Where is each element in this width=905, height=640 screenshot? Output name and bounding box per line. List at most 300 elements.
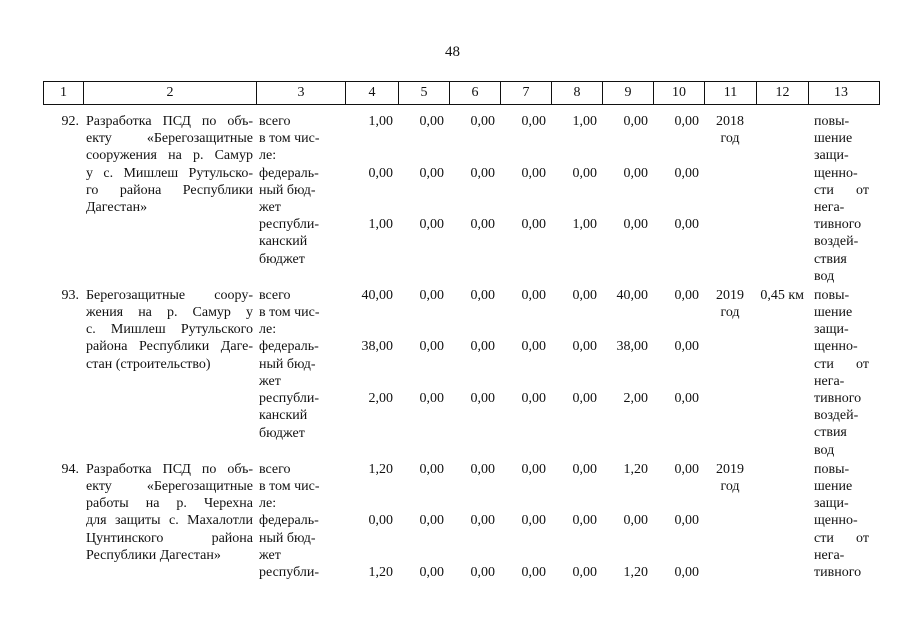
value-spacer [503,251,546,268]
header-cell-2: 2 [84,82,257,104]
value-cell: 38,00 [361,339,393,355]
value-cell: 0,00 [419,461,444,477]
funding-source-line: жет [259,547,281,563]
expected-effect-line: сти от [814,356,869,372]
value-spacer [503,495,546,512]
value-spacer [605,233,648,250]
funding-source-line: ный бюд- [259,356,316,372]
value-spacer [503,530,546,547]
value-column-4 [345,461,398,581]
object-name [83,461,256,581]
expected-effect-line: сти от [814,182,869,198]
header-cell-5: 5 [399,82,450,104]
value-spacer [348,321,393,338]
value-spacer [348,424,393,441]
value-spacer [656,147,699,164]
value-spacer [554,233,597,250]
value-spacer [605,356,648,373]
value-spacer [605,130,648,147]
completion-year-line: 2019 [716,287,744,303]
funding-source-line: жет [259,373,281,389]
value-spacer [452,130,495,147]
value-spacer [554,304,597,321]
value-cell: 0,00 [419,513,444,529]
table-body [43,113,880,583]
value-cell: 0,00 [521,165,546,181]
value-cell: 0,00 [521,461,546,477]
object-name-line: стан (строительство) [86,356,211,372]
value-spacer [452,147,495,164]
value-spacer [503,373,546,390]
funding-source-line: в том чис- [259,478,320,494]
value-spacer [554,530,597,547]
funding-source [256,287,345,459]
value-spacer [554,130,597,147]
value-cell: 1,20 [623,564,648,580]
funding-source-line: федераль- [259,339,319,355]
value-cell: 0,00 [470,339,495,355]
value-cell: 0,00 [674,217,699,233]
value-spacer [605,547,648,564]
value-cell: 0,00 [674,513,699,529]
expected-effect-line: щеннo- [814,513,858,529]
object-name-line: Разработка ПСД по объ- [86,114,253,129]
expected-effect-line: нега- [814,547,845,563]
value-spacer [452,407,495,424]
value-spacer [348,304,393,321]
value-cell: 0,00 [470,461,495,477]
expected-effect-line: щеннo- [814,339,858,355]
value-spacer [554,321,597,338]
value-column-6 [449,461,500,581]
expected-effect-line: ствия [814,251,847,267]
funding-source-line: всего [259,461,291,477]
value-cell: 0,00 [521,287,546,303]
expected-effect-line: шение [814,478,853,494]
value-spacer [401,356,444,373]
value-spacer [401,530,444,547]
value-cell: 0,00 [419,114,444,129]
object-name-line: Берегозащитные соору- [86,287,253,303]
value-column-10 [653,461,704,581]
funding-source-line: республи- [259,391,319,407]
funding-source-line: в том чис- [259,131,320,147]
funding-source-line: канский [259,234,308,250]
value-spacer [605,182,648,199]
value-spacer [348,147,393,164]
header-cell-13: 13 [834,85,848,100]
value-cell: 0,00 [572,513,597,529]
expected-effect-line: щеннo- [814,165,858,181]
value-cell: 0,00 [572,339,597,355]
value-spacer [452,424,495,441]
value-spacer [348,373,393,390]
value-spacer [503,321,546,338]
value-cell: 2,00 [623,391,648,406]
value-spacer [605,147,648,164]
value-spacer [401,424,444,441]
value-column-7 [500,113,551,285]
object-name-line: у с. Мишлеш Рутульско- [86,165,253,181]
value-spacer [503,182,546,199]
value-cell: 1,00 [368,114,393,129]
row-number: 92. [61,114,79,129]
value-spacer [605,321,648,338]
value-cell: 2,00 [368,391,393,406]
funding-source-line: всего [259,287,291,303]
value-column-5 [398,461,449,581]
value-spacer [656,356,699,373]
table-row [43,287,880,459]
value-cell: 0,00 [572,165,597,181]
object-name-line: екту «Берегозащитные [86,131,253,147]
value-column-8 [551,287,602,459]
funding-source-line: федераль- [259,165,319,181]
object-name-line: Дагестан» [86,200,148,216]
value-spacer [605,304,648,321]
value-cell: 0,00 [572,391,597,406]
expected-effect-line: нега- [814,199,845,215]
funding-source-line: жет [259,200,281,216]
funding-source-line: ле: [259,322,277,338]
value-cell: 0,00 [674,114,699,129]
object-name-line: жения на р. Самур у [86,305,253,321]
value-cell: 0,00 [419,339,444,355]
funding-source-line: ный бюд- [259,182,316,198]
value-spacer [348,407,393,424]
value-spacer [452,495,495,512]
value-spacer [656,182,699,199]
value-spacer [401,233,444,250]
value-cell: 0,00 [572,461,597,477]
value-column-4 [345,113,398,285]
length: 0,45 км [760,287,804,303]
value-spacer [605,373,648,390]
value-column-8 [551,113,602,285]
object-name [83,287,256,459]
completion-year-line: год [720,478,740,494]
funding-source-line: республи- [259,564,319,580]
value-spacer [452,321,495,338]
header-cell-1: 1 [44,82,84,104]
value-spacer [401,182,444,199]
value-spacer [348,251,393,268]
value-cell: 0,00 [470,564,495,580]
funding-source-line: республи- [259,217,319,233]
row-number: 94. [61,461,79,477]
value-spacer [452,373,495,390]
value-spacer [452,356,495,373]
object-name-line: района Республики Даге- [86,339,253,355]
object-name-line: сооружения на р. Самур [86,148,253,164]
value-spacer [605,530,648,547]
value-spacer [656,373,699,390]
expected-effect [808,287,872,459]
value-cell: 0,00 [674,165,699,181]
value-cell: 0,00 [419,165,444,181]
value-spacer [503,304,546,321]
value-spacer [656,251,699,268]
page-number: 48 [445,44,460,60]
value-spacer [554,407,597,424]
value-cell: 0,00 [521,564,546,580]
value-cell: 0,00 [521,114,546,129]
value-column-6 [449,113,500,285]
expected-effect-line: воздей- [814,234,859,250]
expected-effect-line: повы- [814,287,850,303]
table-row [43,113,880,285]
value-cell: 0,00 [674,461,699,477]
expected-effect-line: тивного [814,391,862,406]
object-name-line: Разработка ПСД по объ- [86,461,253,477]
value-spacer [401,147,444,164]
completion-year-line: год [720,305,740,321]
value-cell: 0,00 [470,165,495,181]
value-spacer [656,407,699,424]
value-cell: 0,00 [674,287,699,303]
value-spacer [401,547,444,564]
value-spacer [503,424,546,441]
expected-effect-line: сти от [814,530,869,546]
value-cell: 0,00 [368,513,393,529]
expected-effect-line: защи- [814,148,849,164]
value-spacer [503,199,546,216]
funding-source-line: в том чис- [259,305,320,321]
value-cell: 1,00 [368,217,393,233]
completion-year-line: 2018 [716,114,744,129]
funding-source-line: бюджет [259,251,305,267]
table-header-row [43,81,880,105]
object-name-line: екту «Берегозащитные [86,478,253,494]
value-spacer [605,251,648,268]
object-name-line: для защиты с. Махалотли [86,513,253,529]
expected-effect-line: нега- [814,373,845,389]
value-column-6 [449,287,500,459]
value-spacer [401,373,444,390]
value-column-10 [653,287,704,459]
value-spacer [656,495,699,512]
expected-effect [808,113,872,285]
value-spacer [452,182,495,199]
funding-source-line: бюджет [259,425,305,441]
value-cell: 0,00 [572,564,597,580]
value-spacer [452,530,495,547]
value-spacer [656,478,699,495]
value-cell: 0,00 [623,513,648,529]
value-spacer [656,547,699,564]
value-spacer [554,147,597,164]
funding-source [256,113,345,285]
expected-effect-line: воздей- [814,408,859,424]
value-spacer [554,356,597,373]
length [756,113,808,285]
value-cell: 0,00 [470,217,495,233]
value-cell: 0,00 [623,165,648,181]
completion-year-line: год [720,131,740,147]
value-spacer [401,321,444,338]
value-spacer [554,373,597,390]
value-cell: 0,00 [470,287,495,303]
value-spacer [401,407,444,424]
value-column-9 [602,113,653,285]
value-cell: 1,20 [623,461,648,477]
value-spacer [452,478,495,495]
value-cell: 0,00 [521,513,546,529]
value-spacer [348,199,393,216]
value-spacer [452,304,495,321]
value-spacer [554,199,597,216]
value-spacer [348,530,393,547]
value-cell: 0,00 [470,513,495,529]
value-column-4 [345,287,398,459]
value-spacer [401,478,444,495]
value-cell: 0,00 [674,339,699,355]
value-column-5 [398,113,449,285]
header-cell-3: 3 [257,82,346,104]
value-spacer [554,251,597,268]
value-spacer [656,199,699,216]
expected-effect-line: защи- [814,322,849,338]
header-cell-11: 11 [705,82,757,104]
value-spacer [554,424,597,441]
value-spacer [503,547,546,564]
value-cell: 0,00 [419,391,444,406]
value-cell: 0,00 [368,165,393,181]
value-spacer [503,147,546,164]
value-spacer [656,130,699,147]
value-cell: 1,20 [368,461,393,477]
value-spacer [452,199,495,216]
value-spacer [656,233,699,250]
value-spacer [605,424,648,441]
length [756,461,808,581]
value-spacer [656,321,699,338]
value-cell: 0,00 [623,114,648,129]
value-column-9 [602,287,653,459]
value-cell: 40,00 [361,287,393,303]
value-spacer [348,547,393,564]
value-spacer [348,478,393,495]
value-spacer [401,251,444,268]
value-spacer [452,547,495,564]
value-spacer [503,356,546,373]
row-number: 93. [61,287,79,303]
header-cell-7: 7 [501,82,552,104]
value-spacer [605,478,648,495]
object-name-line: с. Мишлеш Рутульского [86,322,253,338]
value-cell: 0,00 [470,114,495,129]
object-name-line: го района Республики [86,182,253,198]
value-cell: 0,00 [419,564,444,580]
value-cell: 1,00 [572,114,597,129]
value-cell: 0,00 [674,391,699,406]
value-spacer [605,199,648,216]
header-cell-12: 12 [757,82,809,104]
object-name-line: Цунтинского района [86,530,253,546]
value-spacer [605,407,648,424]
value-spacer [348,495,393,512]
value-spacer [401,495,444,512]
value-cell: 38,00 [616,339,648,355]
expected-effect-line: повы- [814,461,850,477]
value-column-7 [500,461,551,581]
completion-year [704,113,756,285]
table-row [43,461,880,581]
value-spacer [452,233,495,250]
funding-source-line: всего [259,114,291,129]
value-column-9 [602,461,653,581]
value-spacer [656,424,699,441]
value-column-10 [653,113,704,285]
expected-effect-line: защи- [814,496,849,512]
expected-effect-line: тивного [814,564,862,580]
object-name-line: работы на р. Черехна [86,496,253,512]
funding-source-line: ле: [259,496,277,512]
value-column-7 [500,287,551,459]
value-spacer [348,356,393,373]
value-spacer [401,304,444,321]
value-spacer [503,407,546,424]
header-cell-9: 9 [603,82,654,104]
value-cell: 40,00 [616,287,648,303]
header-cell-4: 4 [346,82,399,104]
expected-effect-line: повы- [814,114,850,129]
value-spacer [554,182,597,199]
value-spacer [656,530,699,547]
value-spacer [554,547,597,564]
completion-year-line: 2019 [716,461,744,477]
value-spacer [503,478,546,495]
value-cell: 1,00 [572,217,597,233]
expected-effect-line: вод [814,268,835,284]
value-spacer [452,251,495,268]
funding-source-line: федераль- [259,513,319,529]
object-name-line: Республики Дагестан» [86,547,221,563]
value-cell: 0,00 [521,391,546,406]
funding-source [256,461,345,581]
value-spacer [401,199,444,216]
value-spacer [554,495,597,512]
expected-effect-line: шение [814,131,853,147]
funding-source-line: ный бюд- [259,530,316,546]
expected-effect [808,461,872,581]
value-column-8 [551,461,602,581]
value-cell: 0,00 [521,217,546,233]
object-name [83,113,256,285]
completion-year [704,287,756,459]
value-column-5 [398,287,449,459]
value-cell: 0,00 [521,339,546,355]
value-spacer [656,304,699,321]
value-cell: 1,20 [368,564,393,580]
value-spacer [503,233,546,250]
value-cell: 0,00 [623,217,648,233]
value-spacer [348,233,393,250]
header-cell-8: 8 [552,82,603,104]
funding-source-line: канский [259,408,308,424]
expected-effect-line: ствия [814,425,847,441]
value-spacer [401,130,444,147]
value-cell: 0,00 [419,217,444,233]
expected-effect-line: шение [814,305,853,321]
completion-year [704,461,756,581]
value-spacer [503,130,546,147]
value-cell: 0,00 [419,287,444,303]
value-cell: 0,00 [674,564,699,580]
expected-effect-line: вод [814,442,835,458]
funding-source-line: ле: [259,148,277,164]
expected-effect-line: тивного [814,217,862,233]
